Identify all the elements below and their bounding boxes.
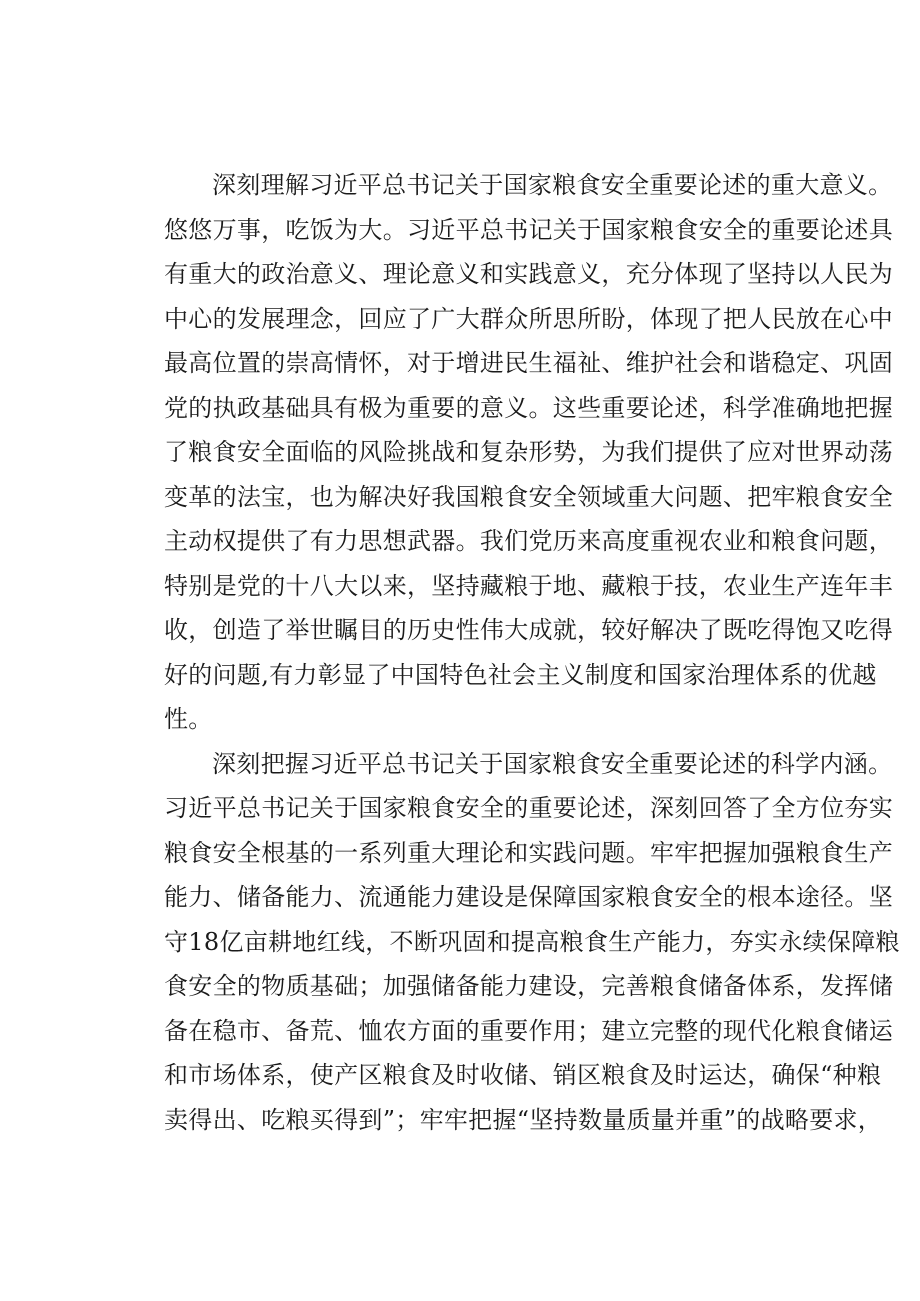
paragraph-line: 习近平总书记关于国家粮食安全的重要论述，深刻回答了全方位夯实 (164, 794, 893, 822)
paragraph-line: 特别是党的十八大以来，坚持藏粮于地、藏粮于技，农业生产连年丰 (164, 571, 893, 600)
paragraph-line: 性。 (164, 705, 213, 733)
paragraph-line: 卖得出、吃粮买得到”；牢牢把握“坚持数量质量并重”的战略要求， (164, 1105, 883, 1134)
paragraph-line: 守18亿亩耕地红线，不断巩固和提高粮食生产能力，夯实永续保障粮 (164, 927, 900, 956)
paragraph-line: 和市场体系，使产区粮食及时收储、销区粮食及时运达，确保“种粮 (164, 1061, 882, 1089)
document-body (116, 163, 900, 1142)
paragraph-line: 悠悠万事，吃饭为大。习近平总书记关于国家粮食安全的重要论述具 (164, 215, 893, 244)
paragraph-line: 主动权提供了有力思想武器。我们党历来高度重视农业和粮食问题， (164, 527, 893, 555)
paragraph-line: 党的执政基础具有极为重要的意义。这些重要论述，科学准确地把握 (164, 393, 893, 422)
paragraph-line: 有重大的政治意义、理论意义和实践意义，充分体现了坚持以人民为 (164, 260, 893, 288)
paragraph-line: 粮食安全根基的一系列重大理论和实践问题。牢牢把握加强粮食生产 (164, 838, 893, 867)
paragraph-line: 最高位置的崇高情怀，对于增进民生福祉、维护社会和谐稳定、巩固 (164, 349, 893, 377)
paragraph-line: 能力、储备能力、流通能力建设是保障国家粮食安全的根本途径。坚 (164, 883, 893, 911)
paragraph-line: 中心的发展理念，回应了广大群众所思所盼，体现了把人民放在心中 (164, 304, 893, 333)
paragraph-line: 深刻理解习近平总书记关于国家粮食安全重要论述的重大意义。 (212, 171, 893, 199)
paragraph-line: 变革的法宝，也为解决好我国粮食安全领域重大问题、把牢粮食安全 (164, 482, 893, 511)
paragraph-line: 收，创造了举世瞩目的历史性伟大成就，较好解决了既吃得饱又吃得 (164, 616, 893, 644)
paragraph-significance (116, 163, 893, 742)
paragraph-line: 好的问题,有力彰显了中国特色社会主义制度和国家治理体系的优越 (164, 660, 877, 689)
paragraph-line: 深刻把握习近平总书记关于国家粮食安全重要论述的科学内涵。 (212, 749, 893, 778)
paragraph-line: 备在稳市、备荒、恤农方面的重要作用；建立完整的现代化粮食储运 (164, 1016, 893, 1045)
paragraph-connotation (116, 742, 900, 1143)
paragraph-line: 了粮食安全面临的风险挑战和复杂形势，为我们提供了应对世界动荡 (164, 438, 893, 466)
paragraph-line: 食安全的物质基础；加强储备能力建设，完善粮食储备体系，发挥储 (164, 972, 893, 1000)
